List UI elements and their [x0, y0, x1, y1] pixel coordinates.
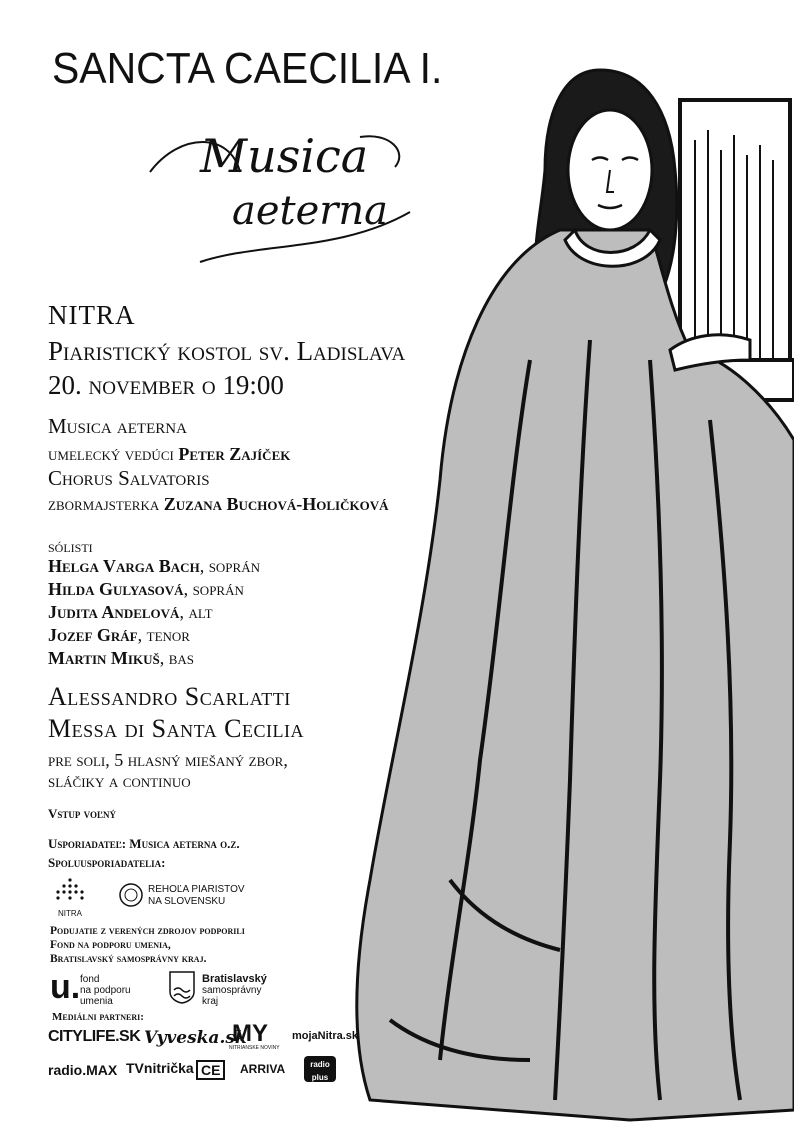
media-partners-label: Mediálni partneri:: [52, 1011, 144, 1023]
bsk-line-3: kraj: [202, 996, 219, 1007]
soloist-name: Helga Varga Bach: [48, 556, 200, 576]
ensemble-role-1: umelecký vedúci: [48, 444, 174, 464]
fpu-line-1: fond: [80, 974, 100, 985]
piarist-line-1: REHOĽA PIARISTOV: [148, 884, 245, 895]
soloist: [48, 602, 213, 623]
radio-max-logo: radio.MAX: [48, 1062, 118, 1078]
organizer-line: Usporiadateľ: Musica aeterna o.z.: [48, 836, 240, 851]
coorganizers-label: Spoluusporiadatelia:: [48, 855, 166, 870]
soloist-role: , alt: [179, 602, 213, 622]
mojanitra-logo: mojaNitra.sk: [292, 1030, 359, 1042]
soloist: [48, 625, 190, 646]
radio-plus-logo: radio plus: [304, 1056, 336, 1082]
soloist-name: Hilda Gulyasová: [48, 579, 184, 599]
bratislava-region-logo: [166, 970, 198, 1004]
ensemble-person-2: Zuzana Buchová-Holičková: [163, 494, 389, 514]
bsk-logo-text: [202, 974, 267, 1007]
ensemble-leader-2: [48, 494, 389, 515]
logo-line1: Musica: [200, 129, 369, 183]
musica-aeterna-logo: [140, 112, 420, 272]
fpu-logo-mark: u.: [50, 968, 81, 1006]
soloist: [48, 556, 260, 577]
soloist-name: Jozef Gráf: [48, 625, 138, 645]
nitra-city-logo: [50, 876, 90, 922]
soloist-role: , bas: [159, 648, 195, 668]
soloist-role: , tenor: [137, 625, 190, 645]
fpu-logo-text: [80, 974, 131, 1007]
event-city: NITRA: [48, 300, 136, 330]
soloist-name: Martin Mikuš: [48, 648, 160, 668]
soloist-name: Judita Andelová: [48, 602, 180, 622]
piarist-order-name: [148, 884, 245, 908]
bsk-line-2: samosprávny: [202, 985, 262, 996]
arriva-logo: ARRIVA: [240, 1062, 286, 1076]
logo-line2: aeterna: [232, 188, 388, 234]
soloist: [48, 648, 194, 669]
ensemble-name-1: Musica aeterna: [48, 414, 187, 438]
piarist-order-logo: [118, 882, 144, 908]
poster-title: SANCTA CAECILIA I.: [52, 44, 443, 93]
soloists-label: sólisti: [48, 537, 93, 556]
vyveska-logo: Vyveska.sk: [144, 1028, 247, 1048]
piarist-line-2: NA SLOVENSKU: [148, 896, 226, 907]
soloist-role: , soprán: [199, 556, 260, 576]
support-line-1: Podujatie z verených zdrojov podporili: [50, 925, 245, 937]
event-datetime: 20. november o 19:00: [48, 370, 284, 400]
entry-note: Vstup voľný: [48, 806, 116, 821]
citylife-logo: CITYLIFE.SK: [48, 1028, 141, 1045]
fpu-line-2: na podporu: [80, 985, 131, 996]
ensemble-role-2: zbormajsterka: [48, 494, 160, 514]
forces-line-2: sláčiky a continuo: [48, 771, 191, 791]
forces-line-1: pre soli, 5 hlasný miešaný zbor,: [48, 750, 288, 770]
bsk-line-1: Bratislavský: [202, 973, 267, 985]
soloist: [48, 579, 244, 600]
ensemble-name-2: Chorus Salvatoris: [48, 466, 210, 490]
nitra-logo-text: NITRA: [58, 909, 82, 918]
my-noviny-subtitle: NITRIANSKE NOVINY: [229, 1045, 280, 1051]
support-line-3: Bratislavský samosprávny kraj.: [50, 953, 207, 965]
support-line-2: Fond na podporu umenia,: [50, 939, 171, 951]
ensemble-leader-1: [48, 444, 290, 465]
event-venue: Piaristický kostol sv. Ladislava: [48, 336, 406, 366]
ce-logo: CE: [196, 1060, 225, 1080]
soloist-role: , soprán: [183, 579, 244, 599]
my-noviny-logo: MY: [232, 1020, 268, 1047]
ensemble-person-1: Peter Zajíček: [178, 444, 291, 464]
composer-name: Alessandro Scarlatti: [48, 682, 291, 711]
work-title: Messa di Santa Cecilia: [48, 714, 304, 743]
tv-nitricka-logo: TVnitrička: [126, 1060, 194, 1076]
public-funding-note: [50, 924, 245, 966]
fpu-line-3: umenia: [80, 996, 113, 1007]
